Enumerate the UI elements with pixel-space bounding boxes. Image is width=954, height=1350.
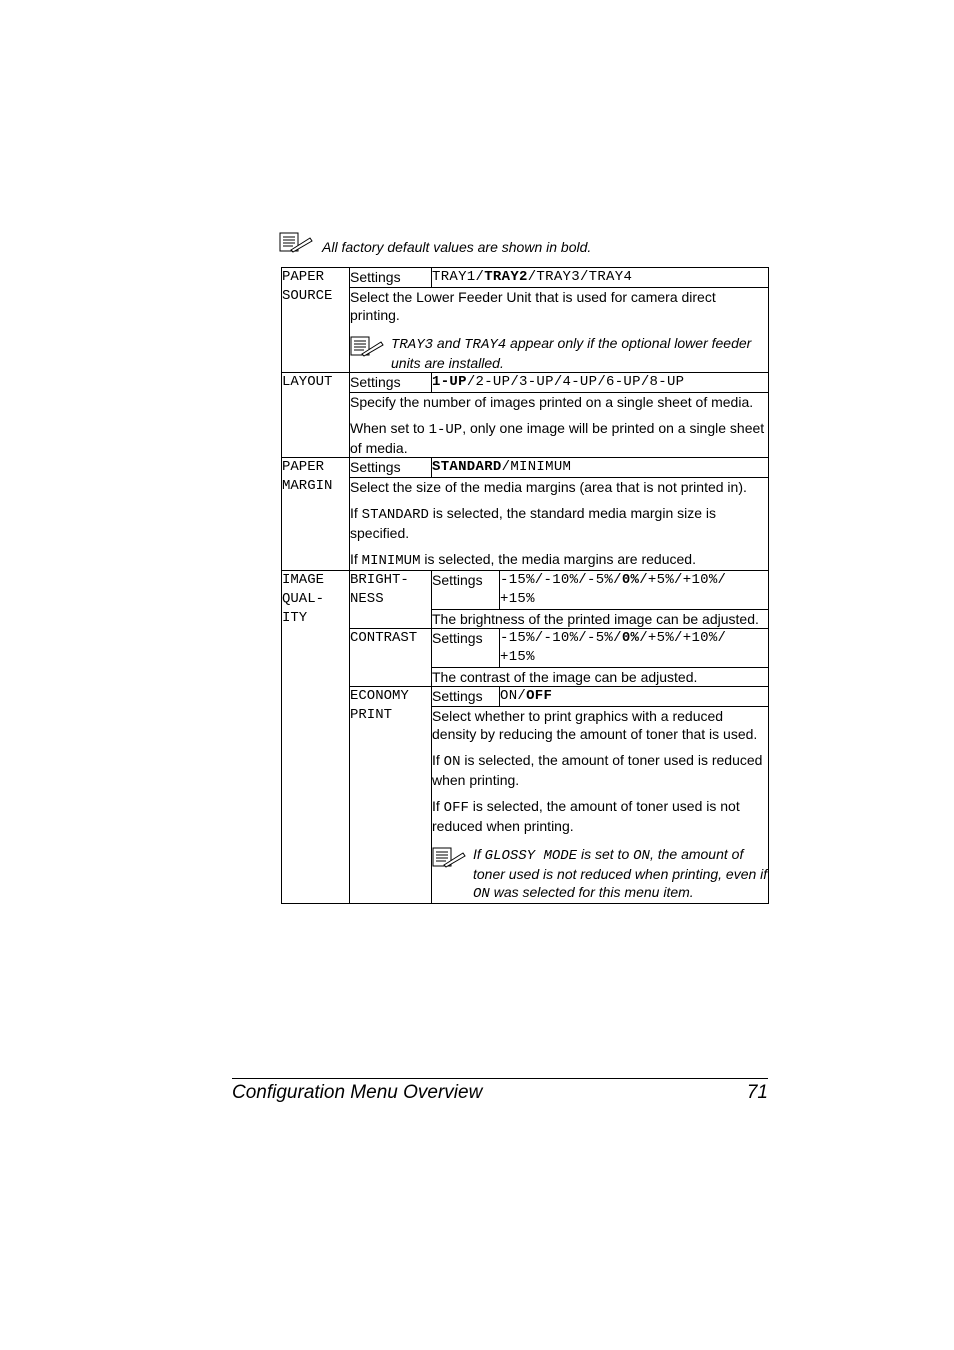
settings-label: Settings	[432, 687, 500, 707]
brightness-description: The brightness of the printed image can be adjusted.	[432, 610, 769, 629]
settings-label: Settings	[432, 629, 500, 668]
page-number: 71	[746, 1082, 768, 1103]
economy-print-note: If GLOSSY MODE is set to ON, the amount of toner used is not reduced when printing, even if ON was selected for this menu item.	[432, 845, 768, 903]
settings-label: Settings	[350, 268, 432, 288]
menu-item-layout: LAYOUT	[282, 373, 350, 458]
table-row	[282, 268, 769, 288]
layout-values: 1-UP/2-UP/3-UP/4-UP/6-UP/8-UP	[432, 373, 769, 393]
footer-title: Configuration Menu Overview	[232, 1082, 483, 1103]
paper-margin-description: Select the size of the media margins (area that is not printed in). If STANDARD is selected, the standard media margin size is specified. If MINIMUM is selected, the media margins are reduced.	[350, 478, 769, 571]
footer-divider	[232, 1078, 768, 1079]
brightness-values: -15%/-10%/-5%/0%/+5%/+10%/ +15%	[500, 571, 769, 610]
table-row	[282, 629, 769, 668]
submenu-brightness: BRIGHT- NESS	[350, 571, 432, 629]
note-pencil-icon	[350, 334, 384, 358]
menu-settings-table	[281, 267, 769, 904]
submenu-economy-print: ECONOMY PRINT	[350, 687, 432, 904]
paper-source-values: TRAY1/TRAY2/TRAY3/TRAY4	[432, 268, 769, 288]
economy-print-description: Select whether to print graphics with a reduced density by reducing the amount of toner that is used. If ON is selected, the amount of toner used is reduced when printing. If OFF is selected, the amount of toner used is not reduced when printing. If GLOSSY MODE is set to ON, the amount of toner used is not reduced when printing, even if ON was selected for this menu item.	[432, 708, 768, 902]
table-row	[282, 478, 769, 571]
table-row	[282, 687, 769, 707]
paper-source-description: Select the Lower Feeder Unit that is used for camera direct printing. TRAY3 and TRAY4 appear only if the optional lower feeder units are installed.	[350, 288, 769, 373]
layout-description: Specify the number of images printed on a single sheet of media. When set to 1-UP, only one image will be printed on a single sheet of media.	[350, 393, 769, 458]
table-row	[282, 373, 769, 393]
menu-item-paper-source: PAPER SOURCE	[282, 268, 350, 373]
contrast-description: The contrast of the image can be adjusted.	[432, 668, 769, 687]
factory-default-note-text: All factory default values are shown in bold.	[322, 239, 592, 255]
settings-label: Settings	[432, 571, 500, 610]
economy-print-values: ON/OFF	[500, 687, 769, 707]
settings-label: Settings	[350, 373, 432, 393]
submenu-contrast: CONTRAST	[350, 629, 432, 687]
table-row	[282, 458, 769, 478]
menu-item-paper-margin: PAPER MARGIN	[282, 458, 350, 571]
note-pencil-icon	[279, 230, 313, 254]
contrast-values: -15%/-10%/-5%/0%/+5%/+10%/ +15%	[500, 629, 769, 668]
note-pencil-icon	[432, 845, 466, 869]
paper-source-note: TRAY3 and TRAY4 appear only if the optional lower feeder units are installed.	[350, 334, 768, 372]
factory-default-note	[279, 230, 619, 258]
paper-margin-values: STANDARD/MINIMUM	[432, 458, 769, 478]
table-row	[282, 288, 769, 373]
settings-label: Settings	[350, 458, 432, 478]
menu-item-image-quality: IMAGE QUAL- ITY	[282, 571, 350, 904]
table-row	[282, 393, 769, 458]
table-row	[282, 571, 769, 610]
